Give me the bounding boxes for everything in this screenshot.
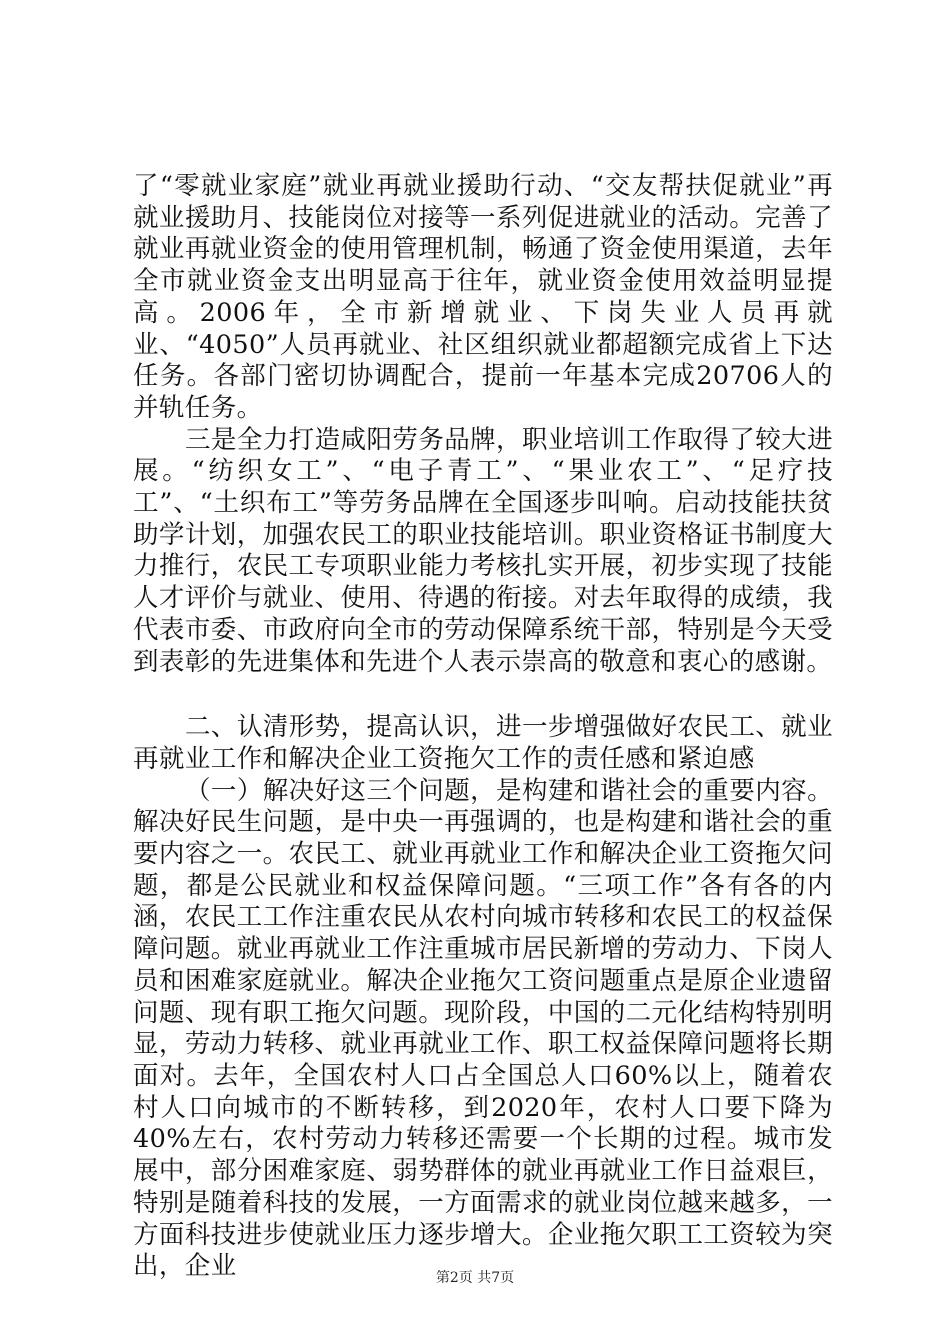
document-body bbox=[133, 171, 833, 1283]
paragraph-harmonious-society: （一）解决好这三个问题，是构建和谐社会的重要内容。解决好民生问题，是中央一再强调的，也是构建和谐社会的重要内容之一。农民工、就业再就业工作和解决企业工资拖欠问题，都是公民就业和权益保障问题。“三项工作”各有各的内涵，农民工工作注重农民从农村向城市转移和农民工的权益保障问题。就业再就业工作注重城市居民新增的劳动力、下岗人员和困难家庭就业。解决企业拖欠工资问题重点是原企业遗留问题、现有职工拖欠问题。现阶段，中国的二元化结构特别明显，劳动力转移、就业再就业工作、职工权益保障问题将长期面对。去年，全国农村人口占全国总人口60%以上，随着农村人口向城市的不断转移，到2020年，农村人口要下降为40%左右，农村劳动力转移还需要一个长期的过程。城市发展中，部分困难家庭、弱势群体的就业再就业工作日益艰巨，特别是随着科技的发展，一方面需求的就业岗位越来越多，一方面科技进步使就业压力逐步增大。企业拖欠职工工资较为突出，企业 bbox=[133, 775, 833, 1282]
paragraph-employment-assistance: 了“零就业家庭”就业再就业援助行动、“交友帮扶促就业”再就业援助月、技能岗位对接等一系列促进就业的活动。完善了就业再就业资金的使用管理机制，畅通了资金使用渠道，去年全市就业资金支出明显高于往年，就业资金使用效益明显提高。2006年，全市新增就业、下岗失业人员再就业、“4050”人员再就业、社区组织就业都超额完成省上下达任务。各部门密切协调配合，提前一年基本完成20706人的并轨任务。 bbox=[133, 171, 833, 423]
paragraph-labor-brand-training: 三是全力打造咸阳劳务品牌，职业培训工作取得了较大进展。“纺织女工”、“电子青工”、“果业农工”、“足疗技工”、“土织布工”等劳务品牌在全国逐步叫响。启动技能扶贫助学计划，加强农民工的职业技能培训。职业资格证书制度大力推行，农民工专项职业能力考核扎实开展，初步实现了技能人才评价与就业、使用、待遇的衔接。对去年取得的成绩，我代表市委、市政府向全市的劳动保障系统干部，特别是今天受到表彰的先进集体和先进个人表示崇高的敬意和衷心的感谢。 bbox=[133, 424, 833, 677]
section-heading-situation: 二、认清形势，提高认识，进一步增强做好农民工、就业再就业工作和解决企业工资拖欠工作的责任感和紧迫感 bbox=[133, 712, 833, 774]
paragraph-spacer bbox=[133, 678, 833, 712]
page-footer: 第2页 共7页 bbox=[435, 1270, 515, 1286]
